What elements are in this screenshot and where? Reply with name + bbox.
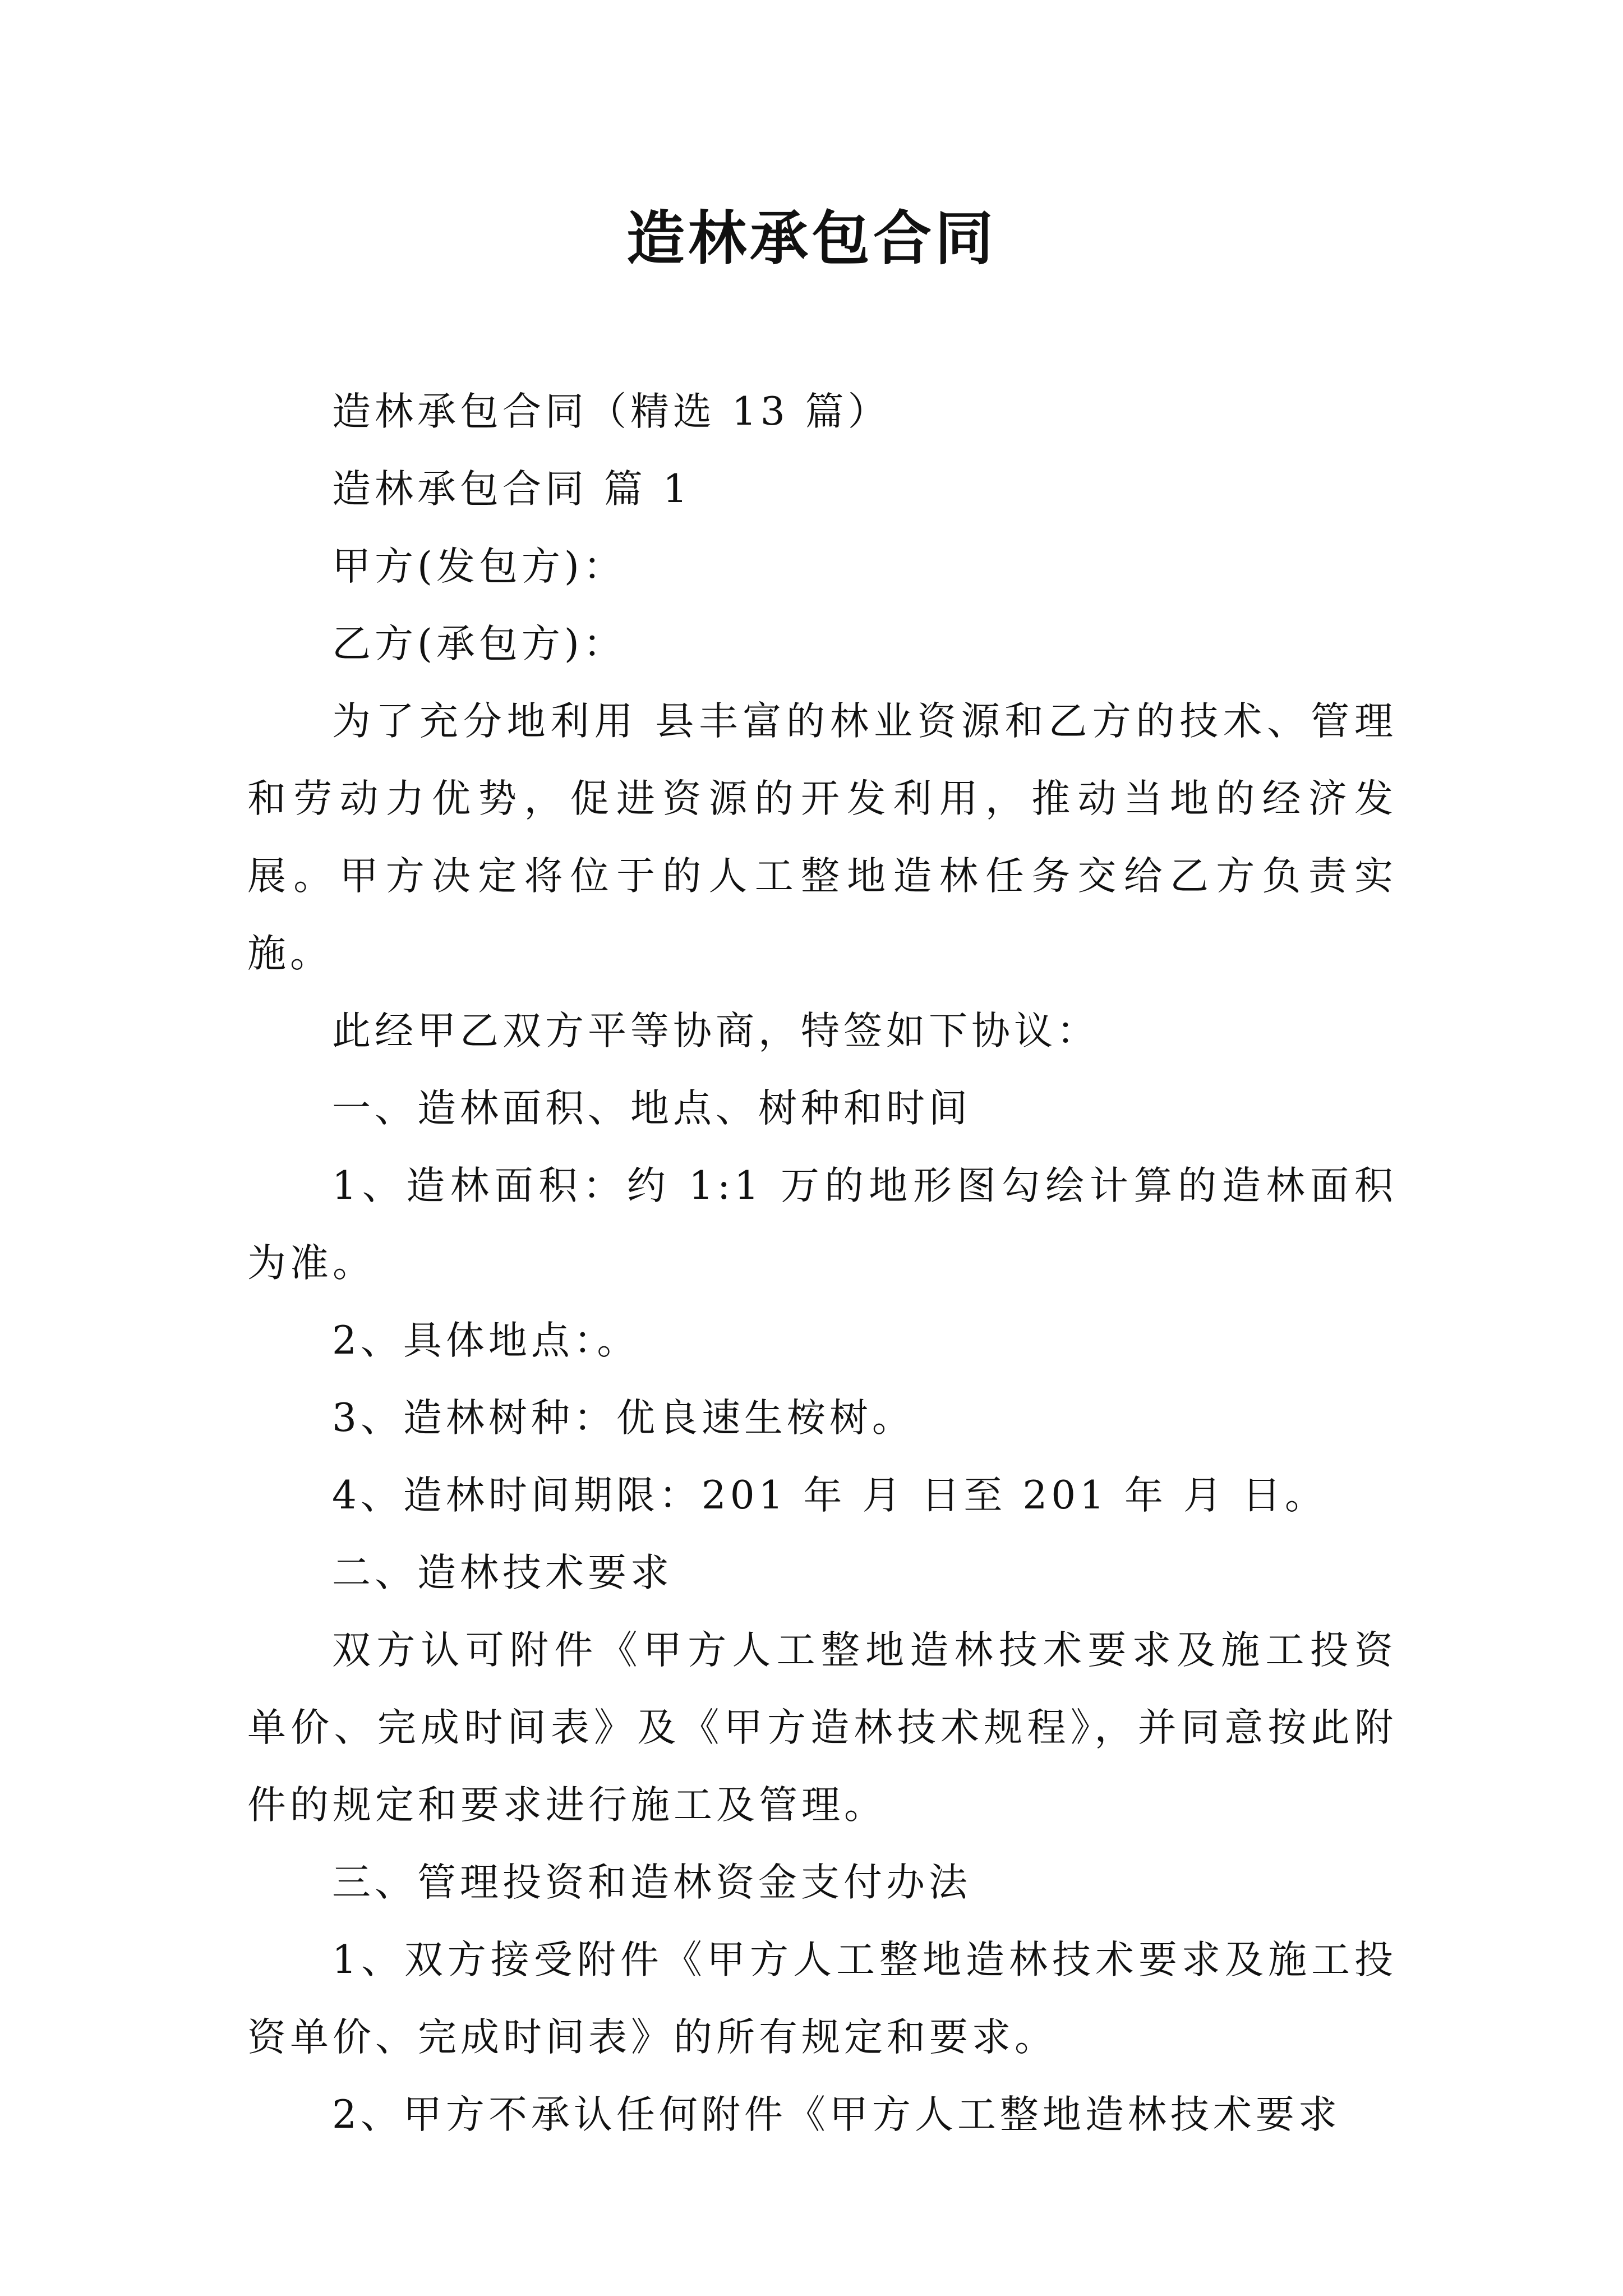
- paragraph-party-b: 乙方(承包方)：: [332, 622, 626, 666]
- paragraph-clause-3-1: 1、双方接受附件《甲方人工整地造林技术要求及施工投资单价、完成时间表》的所有规定和要求。: [247, 1938, 1397, 2060]
- paragraph-clause-1-3: 3、造林树种：优良速生桉树。: [332, 1396, 915, 1441]
- paragraph-clause-1-2: 2、具体地点：。: [332, 1318, 640, 1363]
- paragraph-clause-3-2: 2、甲方不承认任何附件《甲方人工整地造林技术要求: [332, 2092, 1341, 2137]
- paragraph-clause-3-heading: 三、管理投资和造林资金支付办法: [332, 1860, 971, 1905]
- paragraph-agreement-intro: 此经甲乙双方平等协商，特签如下协议：: [332, 1009, 1099, 1053]
- document-title: 造林承包合同: [626, 204, 997, 273]
- paragraph-preamble: 为了充分地利用 县丰富的林业资源和乙方的技术、管理和劳动力优势，促进资源的开发利用，推动当地的经济发展。甲方决定将位于的人工整地造林任务交给乙方负责实施。: [247, 699, 1397, 976]
- paragraph-subtitle: 造林承包合同（精选 13 篇）: [332, 389, 891, 434]
- paragraph-clause-2-body: 双方认可附件《甲方人工整地造林技术要求及施工投资单价、完成时间表》及《甲方造林技术规程》，并同意按此附件的规定和要求进行施工及管理。: [247, 1628, 1397, 1828]
- document-body: [247, 373, 1397, 2154]
- paragraph-clause-2-heading: 二、造林技术要求: [332, 1550, 673, 1595]
- paragraph-clause-1-1: 1、造林面积：约 1:1 万的地形图勾绘计算的造林面积为准。: [247, 1163, 1397, 1286]
- paragraph-clause-1-4: 4、造林时间期限：201 年 月 日至 201 年 月 日。: [332, 1473, 1327, 1518]
- paragraph-clause-1-heading: 一、造林面积、地点、树种和时间: [332, 1086, 971, 1131]
- paragraph-party-a: 甲方(发包方)：: [332, 544, 626, 589]
- paragraph-section-heading: 造林承包合同 篇 1: [332, 467, 691, 512]
